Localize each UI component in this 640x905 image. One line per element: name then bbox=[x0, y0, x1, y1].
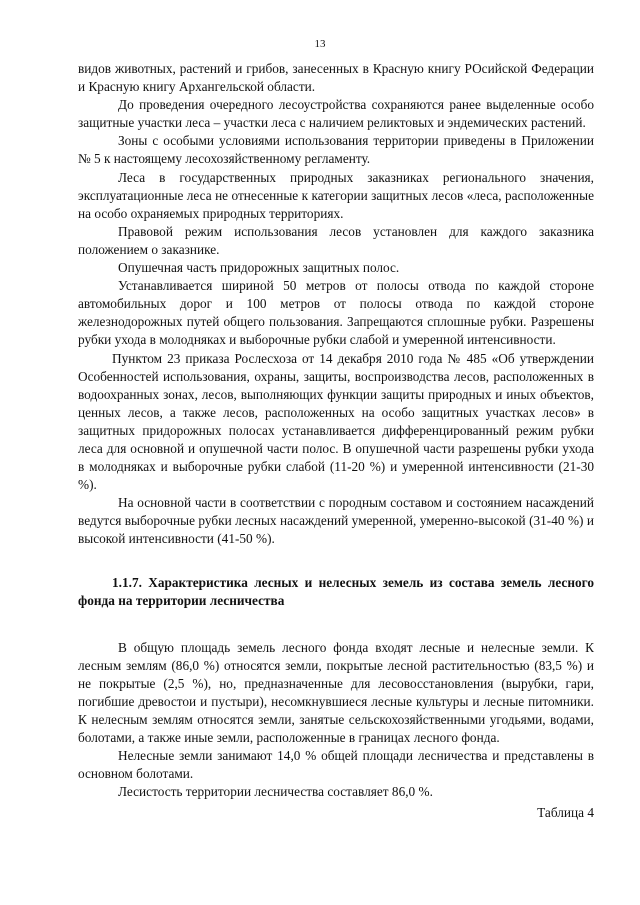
paragraph-main-part: На основной части в соответствии с породным составом и состоянием насаждений ведутся выборочные рубки лесных насаждений умеренной, умеренно-высокой (31-40 %) и высокой интенсивности (41-50 %). bbox=[78, 495, 594, 547]
section-heading: 1.1.7. Характеристика лесных и нелесных земель из состава земель лесного фонда на территории лесничества bbox=[78, 574, 594, 609]
page-number: 13 bbox=[314, 38, 326, 50]
paragraph-red-book: видов животных, растений и грибов, занесенных в Красную книгу РОсийской Федерации и Красную книгу Архангельской области. bbox=[78, 61, 594, 95]
paragraph-total-area: В общую площадь земель лесного фонда входят лесные и нелесные земли. К лесным землям (86,0 %) относятся земли, покрытые лесной растительностью (83,5 %) и не покрытые (2,5 %), но, предназначенные для лесовосстановления (вырубки, гари, погибшие древостои и пустыри), несомкнувшиеся лесные культуры и лесные питомники. К нелесным землям относятся земли, занятые сельскохозяйственными угодьями, водами, болотами, а также иные земли, расположенные в границах лесного фонда. bbox=[78, 639, 594, 746]
paragraph-non-forest: Нелесные земли занимают 14,0 % общей площади лесничества и представлены в основном болотами. bbox=[78, 748, 594, 782]
document-body bbox=[78, 60, 594, 822]
paragraph-protected-areas: До проведения очередного лесоустройства сохраняются ранее выделенные особо защитные участки леса – участки леса с наличием реликтовых и эндемических растений. bbox=[78, 97, 594, 131]
paragraph-forest-cover: Лесистость территории лесничества составляет 86,0 %. bbox=[118, 784, 433, 800]
paragraph-legal-regime: Правовой режим использования лесов установлен для каждого заказника положением о заказнике. bbox=[78, 223, 594, 257]
paragraph-strip-width: Устанавливается шириной 50 метров от полосы отвода по каждой стороне автомобильных дорог и 100 метров от полосы отвода по каждой стороне железнодорожных путей общего пользования. Запрещаются сплошные рубки. Разрешены рубки ухода в молодняках и выборочные рубки слабой и умеренной интенсивности. bbox=[78, 278, 594, 348]
paragraph-edge-strips: Опушечная часть придорожных защитных полос. bbox=[118, 260, 400, 276]
paragraph-order-485: Пунктом 23 приказа Рослесхоза от 14 декабря 2010 года № 485 «Об утверждении Особенностей использования, охраны, защиты, воспроизводства лесов, расположенных в водоохранных зонах, лесов, выполняющих функции защиты природных и иных объектов, ценных лесов, а также лесов, расположенных на особо защитных участках лесов» в защитных придорожных полосах устанавливается дифференцированный режим рубки леса для основной и опушечной части полос. В опушечной части разрешены рубки ухода в молодняках и выборочные рубки слабой (11-20 %) и умеренной интенсивности (21-30 %). bbox=[78, 350, 594, 493]
table-caption: Таблица 4 bbox=[537, 804, 594, 820]
paragraph-regional-reserves: Леса в государственных природных заказниках регионального значения, эксплуатационные леса не отнесенные к категории защитных лесов «леса, расположенные на особо охраняемых природных территориях. bbox=[78, 169, 594, 221]
paragraph-special-zones: Зоны с особыми условиями использования территории приведены в Приложении № 5 к настоящему лесохозяйственному регламенту. bbox=[78, 133, 594, 167]
